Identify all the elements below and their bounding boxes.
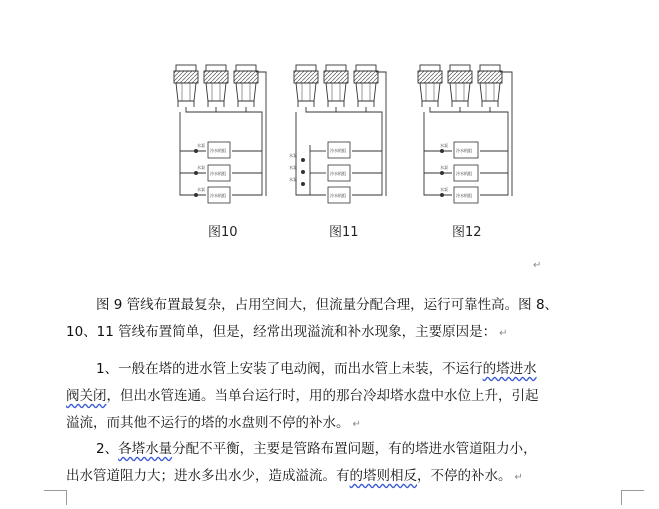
text-line: 1、一般在塔的进水管上安装了电动阀，而出水管上未装，不运行的塔进水	[96, 361, 537, 377]
figure-12	[418, 65, 512, 240]
figure-10	[174, 65, 266, 240]
paragraph-3	[66, 436, 632, 491]
text-line: 图 9 管线布置最复杂，占用空间大，但流量分配合理，运行可靠性高。图 8、	[96, 297, 559, 313]
figure-label: 图11	[329, 225, 359, 240]
valve-label: 水泵	[197, 143, 205, 148]
box-label: 冷水机组	[330, 171, 346, 176]
text-line: 10、11 管线布置简单，但是，经常出现溢流和补水现象，主要原因是： ↵	[66, 324, 508, 340]
figure-label: 图10	[208, 225, 238, 240]
box-label: 冷水机组	[210, 148, 226, 153]
box-label: 冷水机组	[210, 171, 226, 176]
valve-label: 水泵	[440, 165, 448, 170]
text-line: 溢流，而其他不运行的塔的水盘则不停的补水。 ↵	[66, 415, 361, 431]
box-label: 冷水机组	[456, 193, 472, 198]
valve-label: 水泵	[440, 143, 448, 148]
box-label: 冷水机组	[210, 193, 226, 198]
paragraph-mark: ↵	[533, 260, 542, 271]
figure-label: 图12	[452, 225, 482, 240]
box-label: 冷水机组	[330, 148, 346, 153]
box-label: 冷水机组	[330, 193, 346, 198]
text-line: 阀关闭，但出水管连通。当单台运行时，用的那台冷却塔水盘中水位上升，引起	[66, 388, 539, 404]
page-margin-corner-left	[44, 490, 67, 505]
text-line: 出水管道阻力大；进水多出水少，造成溢流。有的塔则相反，不停的补水。 ↵	[66, 468, 523, 484]
valve-label: 水泵	[289, 153, 297, 158]
page-margin-corner-right	[621, 490, 644, 505]
valve-label: 水泵	[197, 187, 205, 192]
valve-label: 水泵	[197, 165, 205, 170]
paragraph-2	[66, 356, 632, 438]
box-label: 冷水机组	[456, 171, 472, 176]
valve-label: 水泵	[289, 177, 297, 182]
cooling-tower-piping-diagrams	[0, 0, 659, 250]
paragraph-1	[66, 292, 632, 347]
valve-label: 水泵	[440, 187, 448, 192]
valve-label: 水泵	[289, 165, 297, 170]
text-line: 2、各塔水量分配不平衡，主要是管路布置问题，有的塔进水管道阻力小，	[96, 441, 537, 457]
figure-11	[289, 65, 386, 240]
box-label: 冷水机组	[456, 148, 472, 153]
